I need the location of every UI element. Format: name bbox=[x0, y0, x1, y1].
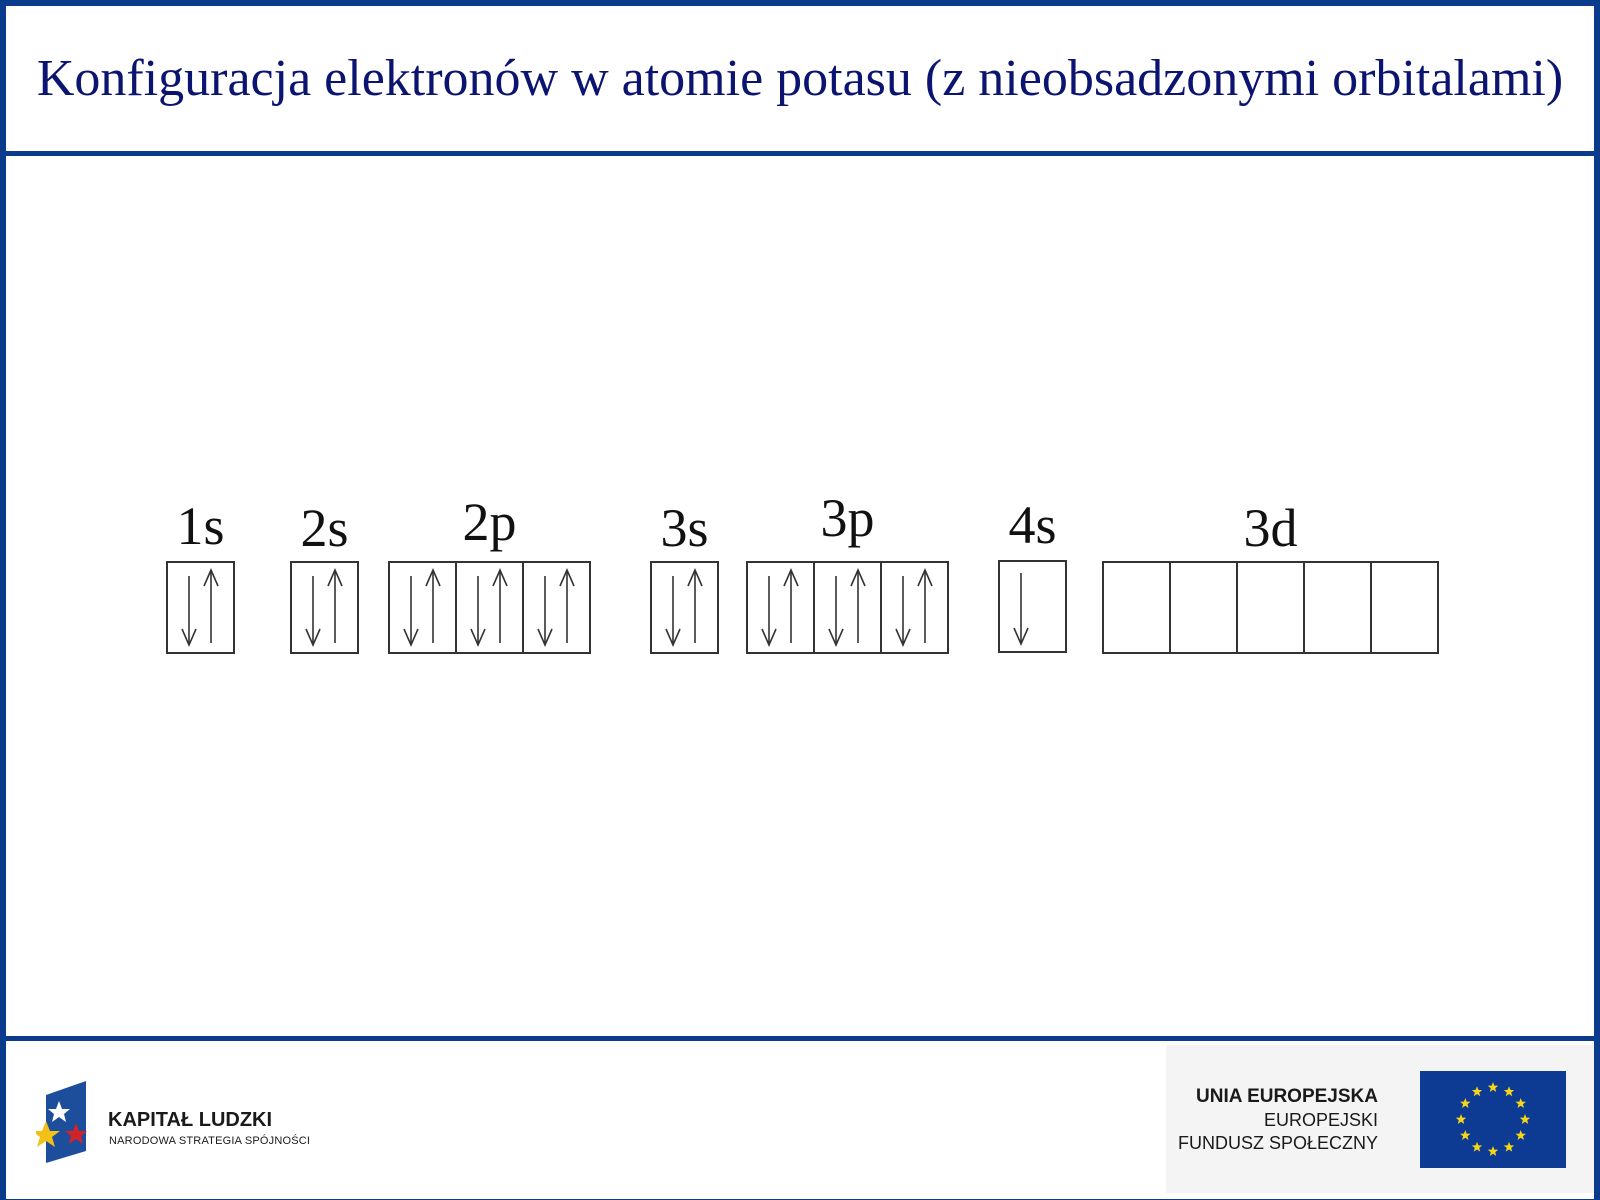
footer bbox=[6, 1036, 1594, 1199]
orbital-box-3d-3 bbox=[1237, 562, 1304, 653]
title-bar bbox=[6, 6, 1594, 156]
eu-text-block bbox=[1178, 1085, 1378, 1155]
eu-line-union: UNIA EUROPEJSKA bbox=[1196, 1086, 1378, 1107]
spin-down-arrow bbox=[896, 576, 910, 645]
orbital-box-3s-1 bbox=[651, 562, 718, 653]
spin-down-arrow bbox=[1014, 573, 1028, 644]
orbital-box-2p-3 bbox=[523, 562, 590, 653]
orbital-box-2s-1 bbox=[291, 562, 358, 653]
orbital-diagram bbox=[6, 156, 1594, 1036]
eu-line-social-fund: FUNDUSZ SPOŁECZNY bbox=[1177, 1133, 1378, 1153]
subshell-label-2s: 2s bbox=[300, 498, 349, 558]
spin-down-arrow bbox=[182, 576, 196, 645]
orbital-box-3p-3 bbox=[881, 562, 948, 653]
orbital-box-2p-1 bbox=[389, 562, 456, 653]
spin-down-arrow bbox=[538, 576, 552, 645]
orbital-diagram-svg bbox=[6, 156, 1594, 1036]
spin-down-arrow bbox=[762, 576, 776, 645]
subshell-label-3s: 3s bbox=[660, 498, 709, 558]
orbital-box-3d-5 bbox=[1371, 562, 1438, 653]
orbital-box-3p-1 bbox=[747, 562, 814, 653]
subshell-label-4s: 4s bbox=[1008, 495, 1057, 555]
spin-down-arrow bbox=[829, 576, 843, 645]
spin-down-arrow bbox=[471, 576, 485, 645]
spin-up-arrow bbox=[204, 570, 218, 643]
orbital-box-3d-4 bbox=[1304, 562, 1371, 653]
spin-down-arrow bbox=[404, 576, 418, 645]
spin-up-arrow bbox=[918, 570, 932, 643]
spin-down-arrow bbox=[306, 576, 320, 645]
spin-up-arrow bbox=[851, 570, 865, 643]
spin-up-arrow bbox=[328, 570, 342, 643]
eu-line-european: EUROPEJSKI bbox=[1263, 1110, 1378, 1130]
spin-up-arrow bbox=[688, 570, 702, 643]
slide-title: Konfiguracja elektronów w atomie potasu (z nieobsadzonymi orbitalami) bbox=[36, 50, 1564, 107]
subshell-label-3d: 3d bbox=[1243, 498, 1298, 558]
spin-up-arrow bbox=[426, 570, 440, 643]
subshell-label-2p: 2p bbox=[462, 492, 517, 552]
kapital-ludzki-name: KAPITAŁ LUDZKI bbox=[108, 1109, 273, 1131]
orbital-box-4s-1 bbox=[999, 561, 1066, 652]
eu-flag-icon bbox=[1420, 1071, 1566, 1168]
orbital-box-1s-1 bbox=[167, 562, 234, 653]
subshell-label-3p: 3p bbox=[820, 488, 875, 548]
orbital-box-3d-2 bbox=[1170, 562, 1237, 653]
orbital-box-2p-2 bbox=[456, 562, 523, 653]
kapital-ludzki-logo-icon bbox=[36, 1079, 96, 1165]
orbital-box-3p-2 bbox=[814, 562, 881, 653]
spin-up-arrow bbox=[784, 570, 798, 643]
spin-down-arrow bbox=[666, 576, 680, 645]
orbital-box-3d-1 bbox=[1103, 562, 1170, 653]
spin-up-arrow bbox=[560, 570, 574, 643]
kapital-ludzki-subtitle: NARODOWA STRATEGIA SPÓJNOŚCI bbox=[109, 1135, 311, 1147]
spin-up-arrow bbox=[493, 570, 507, 643]
subshell-label-1s: 1s bbox=[176, 496, 225, 556]
